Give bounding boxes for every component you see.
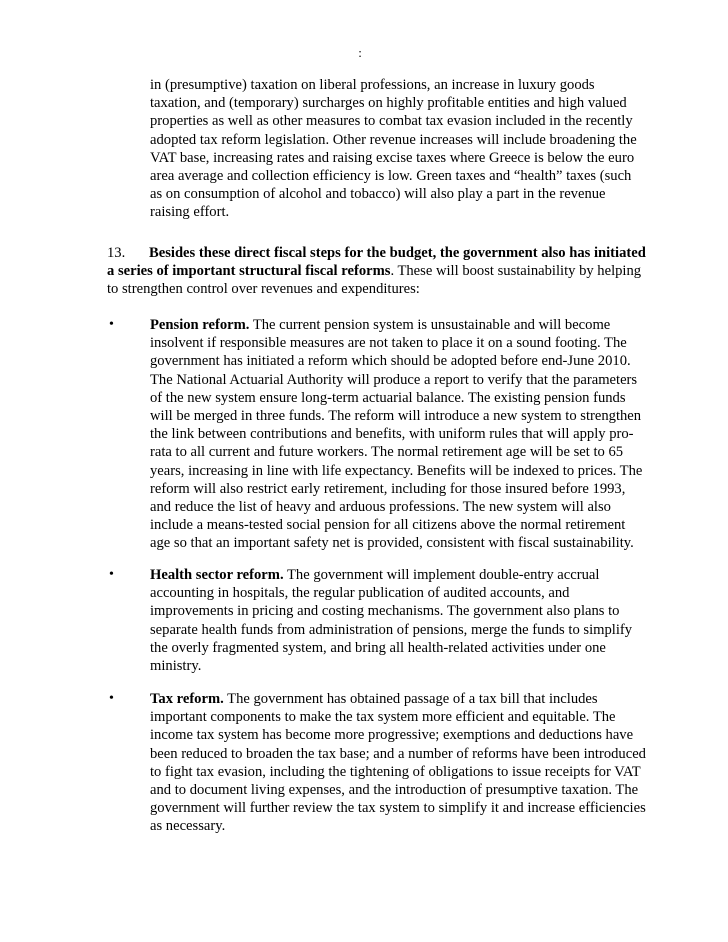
- bullet-text: [150, 316, 646, 553]
- bullet-icon: •: [109, 317, 114, 332]
- bullet-body: The government has obtained passage of a tax bill that includes important components to make the tax system more efficient and equitable. The income tax system has become more progressive; exemptions and deductions have been reduced to broaden the tax base; and a number of reforms have been introduced to fight tax evasion, including the tightening of obligations to issue receipts for VAT and to document living expenses, and the introduction of presumptive taxation. The government will further review the tax system to simplify it and increase efficiencies as necessary.: [150, 691, 646, 835]
- page-header-mark: :: [358, 45, 362, 60]
- bullet-body: The current pension system is unsustainable and will become insolvent if responsible measures are not taken to place it on a sound footing. The government has initiated a reform which should be adopted before end-June 2010. The National Actuarial Authority will produce a report to verify that the parameters of the new system ensure long-term actuarial balance. The existing pension funds will be merged in three funds. The reform will introduce a new system to strengthen the link between contributions and benefits, with uniform rules that will apply pro-rata to all current and future workers. The normal retirement age will be set to 65 years, increasing in line with life expectancy. Benefits will be indexed to prices. The reform will also restrict early retirement, including for those insured before 1993, and reduce the list of heavy and arduous professions. The new system will also include a means-tested social pension for all citizens above the normal retirement age so that an important safety net is provided, consistent with fiscal sustainability.: [150, 317, 643, 552]
- paragraph-13: [107, 244, 647, 299]
- bullet-title: Pension reform.: [150, 317, 250, 333]
- bullet-text: [150, 566, 646, 675]
- bullet-title: Tax reform.: [150, 691, 224, 707]
- bullet-title: Health sector reform.: [150, 567, 284, 583]
- bullet-body: The government will implement double-entry accrual accounting in hospitals, the regular publication of audited accounts, and improvements in pricing and costing mechanisms. The government also plans to separate health funds from administration of pensions, merge the funds to simplify the overly fragmented system, and bring all health-related activities under one ministry.: [150, 567, 633, 675]
- bullet-icon: •: [109, 567, 114, 582]
- bullet-icon: •: [109, 691, 114, 706]
- intro-paragraph: in (presumptive) taxation on liberal professions, an increase in luxury goods taxation, and (temporary) surcharges on highly profitable entities and high valued properties as well as other measures to combat tax evasion included in the recently adopted tax reform legislation. Other revenue increases will include broadening the VAT base, increasing rates and raising excise taxes where Greece is below the euro area average and collection efficiency is low. Green taxes and “health” taxes (such as on consumption of alcohol and tobacco) will also play a part in the revenue raising effort.: [150, 77, 637, 221]
- paragraph-13-rest: . These will boost sustainability by helping to strengthen control over revenues and expenditures:: [107, 263, 642, 298]
- bullet-text: [150, 690, 646, 836]
- paragraph-13-bold: Besides these direct fiscal steps for the budget, the government also has initiated a series of important structural fiscal reforms: [107, 245, 646, 280]
- paragraph-number: 13.: [107, 245, 126, 261]
